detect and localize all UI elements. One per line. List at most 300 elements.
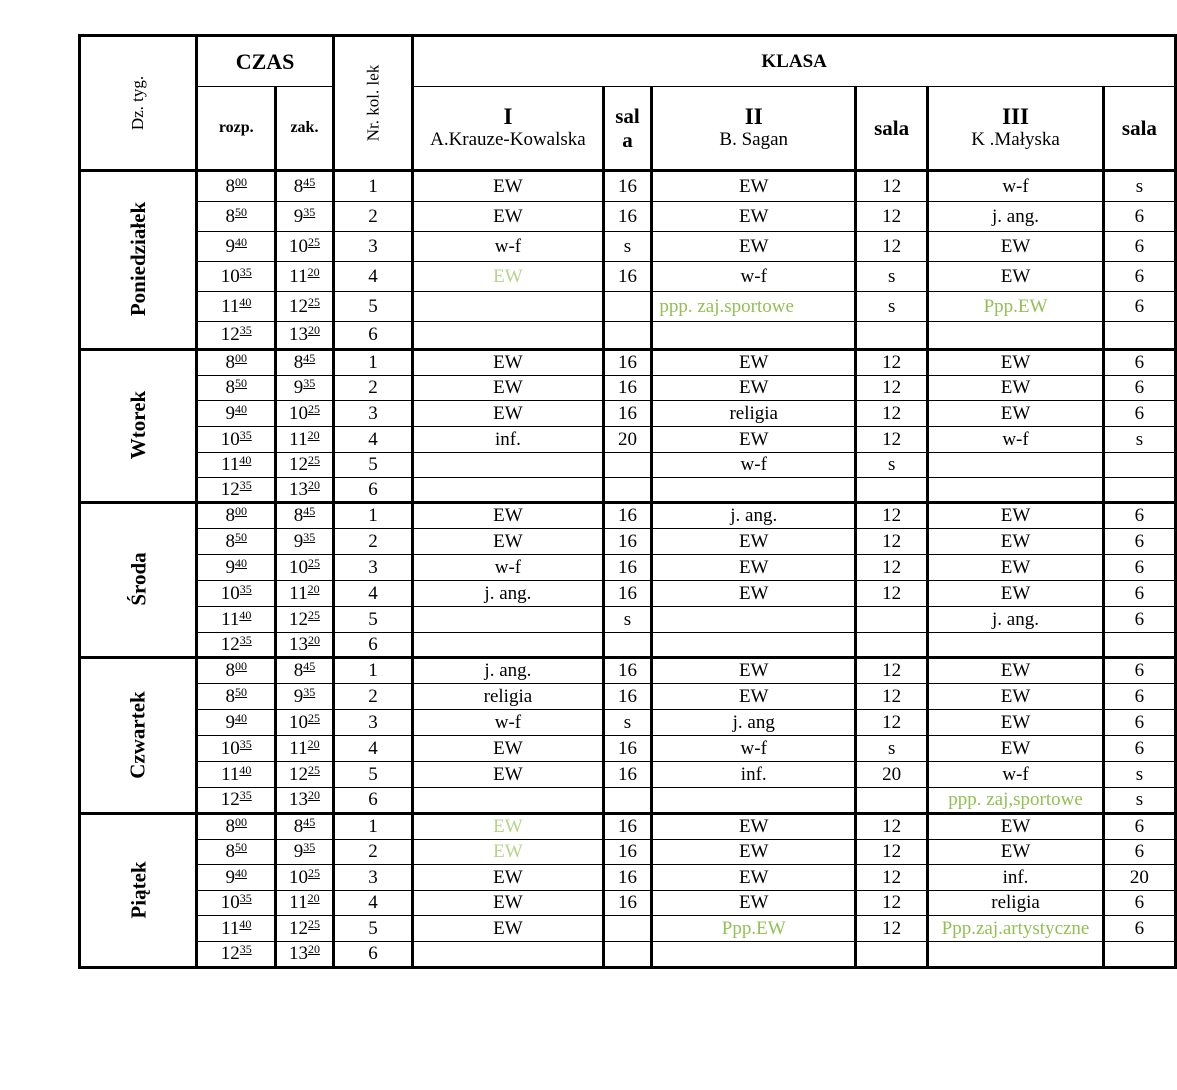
end-time [276, 262, 334, 292]
lesson-number: 1 [333, 171, 413, 202]
class-2-room: 12 [856, 555, 928, 581]
class-1-subject: w-f [413, 555, 603, 581]
lesson-number: 1 [333, 350, 413, 376]
end-hour: 10 [288, 235, 308, 257]
end-minutes: 20 [307, 632, 320, 647]
lesson-number: 6 [333, 788, 413, 814]
table-row [80, 814, 1176, 840]
class-1-room: 16 [603, 376, 652, 401]
start-time [197, 202, 276, 232]
class-3-subject: EW [928, 232, 1104, 262]
class-3-subject: EW [928, 401, 1104, 427]
class-1-subject: EW [413, 762, 603, 788]
start-hour: 10 [220, 265, 240, 287]
end-minutes: 45 [303, 659, 316, 673]
class-3-subject: inf. [928, 865, 1104, 891]
class-3-subject [928, 453, 1104, 478]
start-minutes: 35 [239, 477, 252, 492]
end-hour: 9 [293, 841, 304, 862]
class-1-header: I A.Krauze-Kowalska [413, 87, 603, 171]
class-2-subject: EW [652, 891, 856, 916]
table-row [80, 478, 1176, 503]
start-minutes: 40 [239, 453, 252, 467]
class-2-room: 12 [856, 684, 928, 710]
class-2-room [856, 633, 928, 658]
lesson-number: 1 [333, 814, 413, 840]
lesson-number: 5 [333, 607, 413, 633]
start-hour: 10 [220, 892, 240, 913]
lesson-number: 3 [333, 401, 413, 427]
start-time [197, 232, 276, 262]
lesson-number: 2 [333, 376, 413, 401]
class-2-subject [652, 322, 856, 350]
class-1-room [603, 942, 652, 968]
class-2-room: 12 [856, 202, 928, 232]
class-3-subject: EW [928, 684, 1104, 710]
class-3-room: 6 [1103, 401, 1175, 427]
start-hour: 10 [220, 582, 240, 604]
end-hour: 13 [288, 789, 308, 810]
class-1-subject: EW [413, 814, 603, 840]
start-hour: 11 [221, 608, 240, 630]
class-3-room [1103, 453, 1175, 478]
start-hour: 12 [220, 633, 240, 655]
class-2-subject [652, 607, 856, 633]
day-name [80, 503, 197, 658]
end-minutes: 45 [303, 504, 316, 518]
class-2-room: s [856, 736, 928, 762]
class-2-subject: EW [652, 350, 856, 376]
end-time [276, 292, 334, 322]
start-time [197, 865, 276, 891]
class-2-room: 12 [856, 840, 928, 865]
end-hour: 10 [288, 711, 308, 733]
class-1-room [603, 788, 652, 814]
class-header: KLASA [413, 36, 1176, 87]
class-2-subject: EW [652, 171, 856, 202]
end-hour: 12 [288, 295, 308, 317]
class-1-room: s [603, 232, 652, 262]
end-time-header: zak. [276, 87, 334, 171]
class-2-room: 12 [856, 171, 928, 202]
start-minutes: 35 [239, 891, 252, 905]
class-3-room: 6 [1103, 658, 1175, 684]
class-3-room: 6 [1103, 529, 1175, 555]
start-time [197, 891, 276, 916]
class-3-room: 6 [1103, 232, 1175, 262]
start-minutes: 50 [234, 684, 247, 699]
class-3-subject: EW [928, 736, 1104, 762]
end-minutes: 25 [307, 453, 320, 467]
table-row [80, 916, 1176, 942]
class-3-subject: EW [928, 376, 1104, 401]
class-3-subject: Ppp.zaj.artystyczne [928, 916, 1104, 942]
class-1-room: 16 [603, 814, 652, 840]
start-time [197, 555, 276, 581]
class-3-subject: w-f [928, 171, 1104, 202]
start-hour: 11 [221, 454, 240, 475]
class-2-room: s [856, 292, 928, 322]
class-2-subject: EW [652, 814, 856, 840]
start-minutes: 00 [234, 351, 247, 365]
table-row [80, 736, 1176, 762]
end-time [276, 401, 334, 427]
class-1-subject [413, 633, 603, 658]
class-2-subject: EW [652, 529, 856, 555]
class-1-room: s [603, 607, 652, 633]
class-1-room-header: sal a [603, 87, 652, 171]
end-time [276, 891, 334, 916]
class-1-subject: EW [413, 503, 603, 529]
end-hour: 11 [289, 892, 308, 913]
class-2-room: 12 [856, 581, 928, 607]
start-minutes: 35 [239, 736, 252, 751]
start-hour: 8 [225, 685, 235, 707]
end-minutes: 25 [307, 710, 320, 725]
start-minutes: 35 [239, 581, 252, 596]
time-header: CZAS [197, 36, 333, 87]
lesson-number: 3 [333, 710, 413, 736]
class-1-subject: j. ang. [413, 581, 603, 607]
class-3-subject [928, 633, 1104, 658]
lesson-number: 2 [333, 529, 413, 555]
end-minutes: 25 [307, 865, 320, 880]
class-3-room [1103, 478, 1175, 503]
class-3-room [1103, 322, 1175, 350]
end-hour: 10 [288, 556, 308, 578]
end-minutes: 35 [303, 204, 316, 219]
class-1-subject [413, 322, 603, 350]
end-time [276, 555, 334, 581]
start-hour: 12 [220, 478, 240, 500]
class-1-subject: EW [413, 529, 603, 555]
start-minutes: 00 [234, 815, 247, 829]
start-hour: 9 [225, 711, 235, 733]
start-time [197, 292, 276, 322]
class-3-room: 6 [1103, 916, 1175, 942]
end-minutes: 20 [307, 264, 320, 279]
class-3-header: III K .Małyska [928, 87, 1104, 171]
end-minutes: 20 [307, 581, 320, 596]
lesson-number: 2 [333, 202, 413, 232]
end-hour: 11 [289, 428, 308, 450]
start-time [197, 401, 276, 427]
class-2-room: 12 [856, 427, 928, 453]
class-2-subject [652, 478, 856, 503]
start-time [197, 814, 276, 840]
start-hour: 8 [225, 816, 235, 837]
class-1-room: 16 [603, 865, 652, 891]
end-time [276, 607, 334, 633]
end-hour: 8 [293, 175, 304, 197]
class-2-subject: EW [652, 232, 856, 262]
start-hour: 12 [220, 324, 240, 345]
end-hour: 9 [293, 530, 304, 552]
class-1-room: 16 [603, 350, 652, 376]
start-minutes: 35 [239, 427, 252, 442]
start-time [197, 322, 276, 350]
start-time [197, 262, 276, 292]
start-minutes: 00 [234, 174, 247, 189]
end-time [276, 581, 334, 607]
start-minutes: 35 [239, 264, 252, 279]
start-minutes: 40 [239, 762, 252, 777]
start-minutes: 40 [234, 710, 247, 725]
end-time [276, 376, 334, 401]
class-2-subject [652, 788, 856, 814]
class-3-room: 6 [1103, 736, 1175, 762]
class-1-subject: EW [413, 865, 603, 891]
class-1-room: 16 [603, 736, 652, 762]
day-label: Środa [126, 552, 151, 606]
start-minutes: 50 [234, 204, 247, 219]
class-1-room [603, 633, 652, 658]
end-minutes: 35 [303, 840, 316, 854]
class-3-room: 6 [1103, 262, 1175, 292]
end-hour: 9 [293, 205, 304, 227]
end-minutes: 25 [307, 234, 320, 249]
start-minutes: 50 [234, 840, 247, 854]
day-header: Dz. tyg. [80, 36, 197, 171]
start-hour: 12 [220, 789, 240, 810]
start-time [197, 942, 276, 968]
class-2-room: 12 [856, 232, 928, 262]
class-2-room: 12 [856, 350, 928, 376]
class-3-room [1103, 633, 1175, 658]
class-2-room: 12 [856, 814, 928, 840]
class-3-room: 6 [1103, 710, 1175, 736]
end-minutes: 35 [303, 684, 316, 699]
start-time [197, 427, 276, 453]
end-hour: 9 [293, 377, 304, 398]
lesson-number: 4 [333, 581, 413, 607]
end-hour: 8 [293, 352, 304, 373]
class-2-room [856, 478, 928, 503]
end-minutes: 25 [307, 607, 320, 622]
class-3-room: 6 [1103, 814, 1175, 840]
end-minutes: 25 [307, 401, 320, 416]
start-time [197, 840, 276, 865]
class-2-subject: Ppp.EW [652, 916, 856, 942]
class-1-subject: inf. [413, 427, 603, 453]
lesson-number: 3 [333, 555, 413, 581]
class-2-room [856, 942, 928, 968]
end-time [276, 736, 334, 762]
end-time [276, 865, 334, 891]
class-3-room [1103, 942, 1175, 968]
start-hour: 9 [225, 866, 235, 888]
class-3-subject: EW [928, 529, 1104, 555]
table-row [80, 840, 1176, 865]
table-row [80, 942, 1176, 968]
class-1-room [603, 916, 652, 942]
lesson-number: 6 [333, 322, 413, 350]
end-time [276, 232, 334, 262]
end-time [276, 478, 334, 503]
start-minutes: 35 [239, 942, 252, 956]
table-row [80, 710, 1176, 736]
end-minutes: 20 [307, 323, 320, 337]
table-row [80, 658, 1176, 684]
start-hour: 9 [225, 556, 235, 578]
lesson-number: 3 [333, 232, 413, 262]
class-3-room: 6 [1103, 376, 1175, 401]
class-3-room: 6 [1103, 555, 1175, 581]
start-hour: 10 [220, 428, 240, 450]
table-row [80, 581, 1176, 607]
class-3-subject [928, 478, 1104, 503]
class-2-subject: j. ang. [652, 503, 856, 529]
lesson-number: 1 [333, 503, 413, 529]
class-1-room [603, 322, 652, 350]
class-3-room: s [1103, 171, 1175, 202]
end-time [276, 788, 334, 814]
class-3-subject: j. ang. [928, 202, 1104, 232]
table-row [80, 292, 1176, 322]
table-row [80, 262, 1176, 292]
lesson-number: 5 [333, 916, 413, 942]
class-1-room: 16 [603, 762, 652, 788]
table-row [80, 232, 1176, 262]
start-time [197, 350, 276, 376]
table-row [80, 202, 1176, 232]
class-2-room: s [856, 262, 928, 292]
class-3-subject: EW [928, 262, 1104, 292]
class-2-subject: j. ang [652, 710, 856, 736]
lesson-number: 5 [333, 762, 413, 788]
end-minutes: 35 [303, 529, 316, 544]
lesson-number: 6 [333, 478, 413, 503]
day-label: Piątek [126, 860, 151, 919]
class-1-room: 16 [603, 529, 652, 555]
day-label: Wtorek [126, 390, 151, 460]
end-hour: 13 [288, 324, 308, 345]
class-1-subject [413, 292, 603, 322]
class-1-room: 16 [603, 171, 652, 202]
end-hour: 12 [288, 454, 308, 475]
end-hour: 12 [288, 763, 308, 785]
class-2-room: 12 [856, 529, 928, 555]
class-1-subject: EW [413, 350, 603, 376]
class-2-subject: ppp. zaj.sportowe [652, 292, 856, 322]
end-time [276, 814, 334, 840]
day-label: Poniedziałek [126, 201, 151, 317]
end-time [276, 322, 334, 350]
start-time-header: rozp. [197, 87, 276, 171]
class-1-room: s [603, 710, 652, 736]
class-3-room: 6 [1103, 581, 1175, 607]
end-time [276, 942, 334, 968]
class-2-subject: EW [652, 865, 856, 891]
start-time [197, 658, 276, 684]
table-row [80, 633, 1176, 658]
class-1-subject: EW [413, 401, 603, 427]
class-3-subject: ppp. zaj,sportowe [928, 788, 1104, 814]
lesson-number: 2 [333, 840, 413, 865]
start-minutes: 35 [239, 323, 252, 337]
class-1-room: 16 [603, 202, 652, 232]
class-1-subject [413, 942, 603, 968]
class-3-subject: j. ang. [928, 607, 1104, 633]
start-hour: 8 [225, 377, 235, 398]
start-time [197, 762, 276, 788]
end-minutes: 35 [303, 376, 316, 390]
class-2-subject: EW [652, 555, 856, 581]
class-3-room: 6 [1103, 503, 1175, 529]
end-minutes: 20 [307, 736, 320, 751]
class-1-room: 16 [603, 840, 652, 865]
class-3-room: 6 [1103, 840, 1175, 865]
class-2-room: 12 [856, 658, 928, 684]
lesson-number: 5 [333, 292, 413, 322]
start-hour: 8 [225, 530, 235, 552]
start-hour: 10 [220, 737, 240, 759]
class-1-room: 16 [603, 684, 652, 710]
start-time [197, 736, 276, 762]
end-time [276, 762, 334, 788]
schedule-table [78, 34, 1177, 969]
class-2-room: 12 [856, 891, 928, 916]
start-time [197, 529, 276, 555]
table-row [80, 401, 1176, 427]
lesson-number: 6 [333, 633, 413, 658]
start-hour: 8 [225, 660, 235, 681]
class-1-room: 16 [603, 401, 652, 427]
end-minutes: 20 [307, 427, 320, 442]
class-2-room: 12 [856, 503, 928, 529]
end-time [276, 427, 334, 453]
table-row [80, 376, 1176, 401]
class-1-subject: EW [413, 840, 603, 865]
class-3-room: s [1103, 788, 1175, 814]
class-1-subject: EW [413, 736, 603, 762]
class-1-room: 16 [603, 555, 652, 581]
end-minutes: 45 [303, 815, 316, 829]
end-hour: 13 [288, 478, 308, 500]
end-time [276, 503, 334, 529]
class-1-room: 16 [603, 891, 652, 916]
table-row [80, 607, 1176, 633]
start-hour: 11 [221, 295, 240, 317]
class-2-room: 12 [856, 865, 928, 891]
class-1-room: 16 [603, 581, 652, 607]
table-row [80, 555, 1176, 581]
table-row [80, 427, 1176, 453]
class-1-subject [413, 453, 603, 478]
class-2-header: II B. Sagan [652, 87, 856, 171]
end-time [276, 529, 334, 555]
start-time [197, 581, 276, 607]
table-row [80, 529, 1176, 555]
start-time [197, 788, 276, 814]
start-minutes: 40 [234, 401, 247, 416]
start-minutes: 40 [239, 294, 252, 309]
class-1-subject [413, 788, 603, 814]
class-1-subject: w-f [413, 710, 603, 736]
end-minutes: 20 [307, 788, 320, 802]
class-2-room: 12 [856, 376, 928, 401]
day-name [80, 171, 197, 350]
end-minutes: 20 [307, 477, 320, 492]
lesson-number: 4 [333, 891, 413, 916]
lesson-number: 4 [333, 427, 413, 453]
start-time [197, 633, 276, 658]
start-time [197, 171, 276, 202]
end-minutes: 45 [303, 351, 316, 365]
class-3-room: 6 [1103, 350, 1175, 376]
start-time [197, 684, 276, 710]
class-2-subject: EW [652, 376, 856, 401]
